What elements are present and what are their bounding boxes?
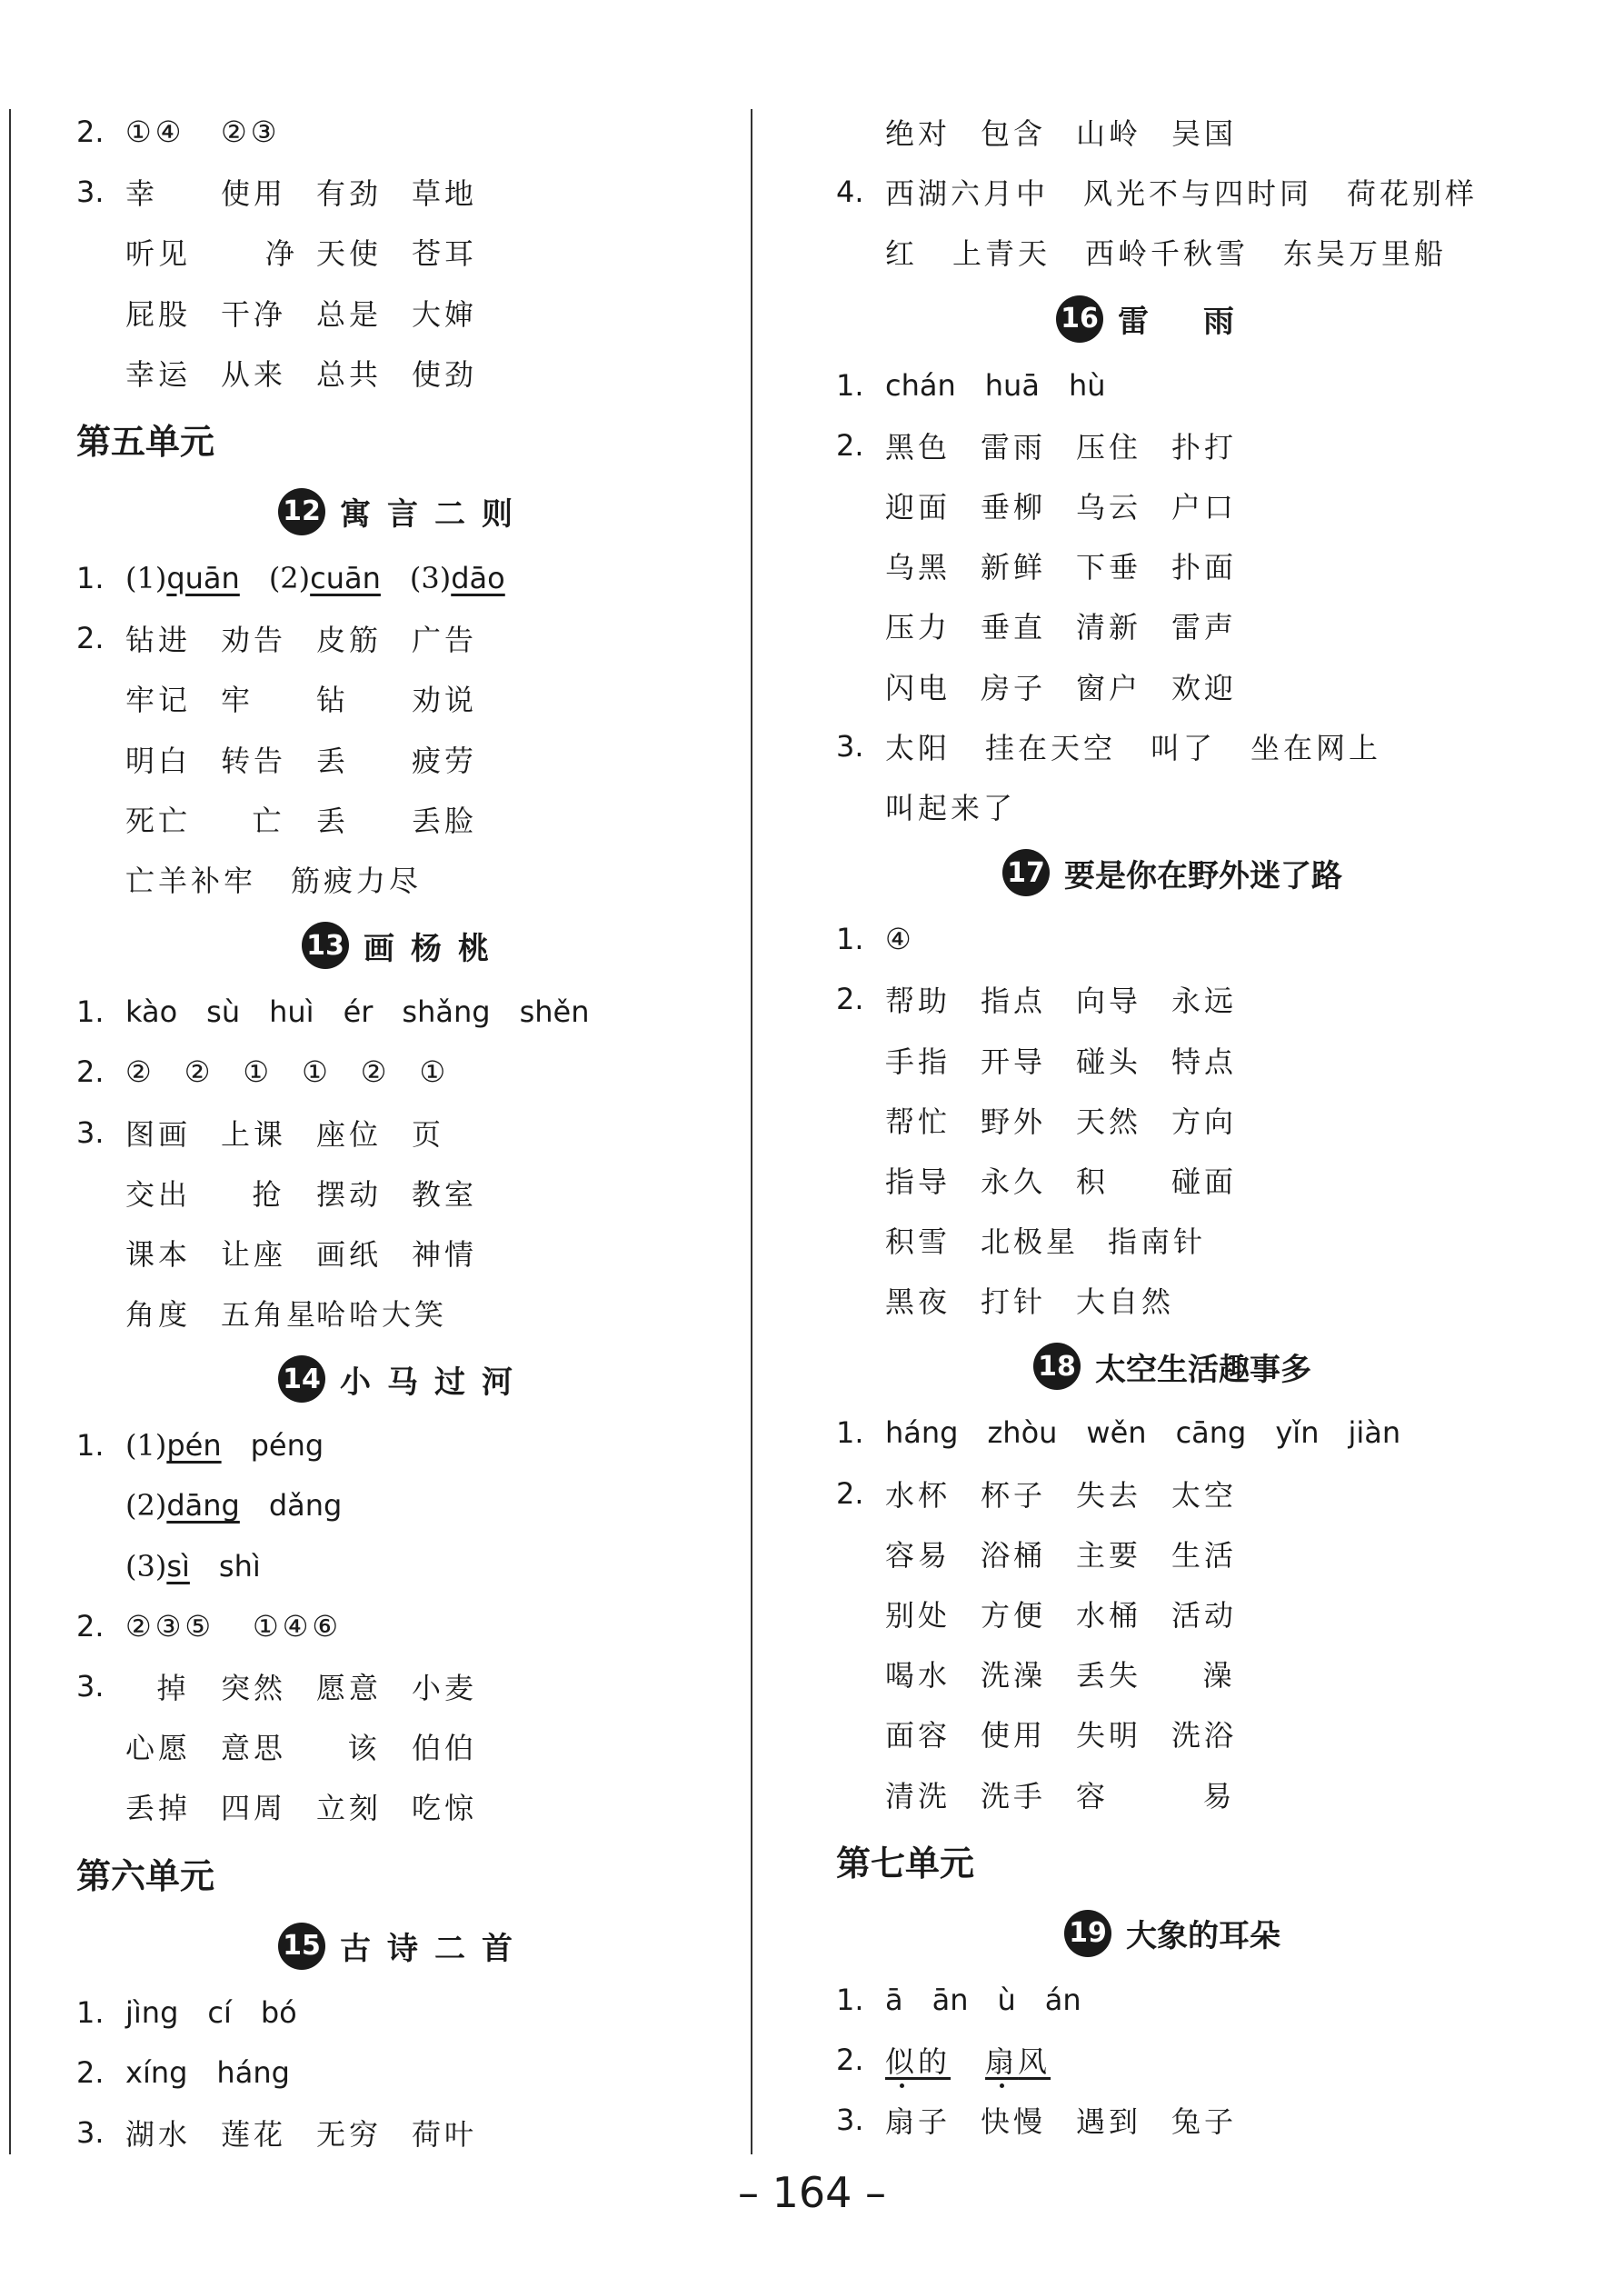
- answer-line: 清洗 洗手 容 易: [885, 1778, 1236, 1813]
- answer-line: 乌黑 新鲜 下垂 扑面: [885, 550, 1238, 585]
- answer-line: 压力 垂直 清新 雷声: [885, 610, 1238, 645]
- answer-line: 2. 帮助 指点 向导 永远: [836, 982, 1238, 1019]
- answer-line: 心愿 意思 该 伯伯: [125, 1731, 478, 1766]
- answer-line: 牢记 牢 钻 劝说: [125, 683, 478, 718]
- answer-line: 死亡 亡 丢 丢脸: [125, 803, 478, 838]
- page-number: – 164 –: [737, 2168, 887, 2217]
- lesson-heading: [836, 1330, 1509, 1403]
- answer-line: 屁股 干净 总是 大婶: [125, 296, 478, 332]
- answer-line: 积雪 北极星 指南针: [885, 1224, 1207, 1260]
- answer-line: 指导 永久 积 碰面: [885, 1164, 1238, 1199]
- lesson-heading: [76, 909, 731, 982]
- answer-line: 角度 五角星 哈哈大笑: [125, 1297, 448, 1333]
- answer-line: 1. chán huā hù: [836, 367, 1106, 403]
- answer-line: 2. ②③⑤ ①④⑥: [76, 1608, 343, 1644]
- answer-line: 闪电 房子 窗户 欢迎: [885, 670, 1238, 705]
- answer-line: 2. 黑色 雷雨 压住 扑打: [836, 427, 1238, 465]
- answer-line: 亡羊补牢 筋疲力尽: [125, 863, 423, 898]
- lesson-number-badge: 15: [278, 1923, 325, 1970]
- unit-heading: 第七单元: [836, 1843, 975, 1884]
- lesson-title: 画杨桃: [364, 930, 505, 967]
- lesson-number-badge: 14: [278, 1355, 325, 1403]
- answer-line: 叫起来了: [885, 790, 1017, 825]
- answer-line: 绝对 包含 山岭 吴国: [885, 116, 1238, 152]
- lesson-heading: [76, 475, 731, 548]
- answer-line: 3. 扇子 快慢 遇到 兔子: [836, 2103, 1238, 2140]
- answer-line: 面容 使用 失明 洗浴: [885, 1718, 1238, 1753]
- answer-line: 课本 让座 画纸 神情: [125, 1236, 478, 1272]
- answer-line: 2. 钻进 劝告 皮筋 广告: [76, 621, 478, 658]
- lesson-heading: [76, 1343, 731, 1415]
- answer-line: 1. kào sù huì ér shǎng shěn: [76, 994, 590, 1030]
- lesson-title: 太空生活趣事多: [1095, 1351, 1311, 1388]
- answer-line: 2. ①④ ②③: [76, 115, 281, 150]
- answer-line: 1. jìng cí bó: [76, 1994, 297, 2030]
- answer-line: 2. xíng háng: [76, 2054, 290, 2090]
- answer-line: 听见 净 天使 苍耳: [125, 236, 478, 272]
- lesson-title: 古诗二首: [340, 1931, 529, 1967]
- lesson-number-badge: 19: [1064, 1910, 1111, 1957]
- answer-line: 帮忙 野外 天然 方向: [885, 1104, 1238, 1139]
- answer-line: (2) dāng dǎng: [125, 1488, 343, 1524]
- answer-line: 黑夜 打针 大自然: [885, 1284, 1175, 1320]
- answer-line: 4. 西湖六月中 风光不与四时同 荷花别样: [836, 175, 1479, 212]
- answer-line: 别处 方便 水桶 活动: [885, 1598, 1238, 1634]
- answer-line: 1. háng zhòu wěn cāng yǐn jiàn: [836, 1415, 1401, 1451]
- answer-line: 丢掉 四周 立刻 吃惊: [125, 1791, 478, 1826]
- lesson-title: 小马过河: [340, 1364, 529, 1401]
- left-column: [76, 102, 731, 2163]
- answer-line: 红 上青天 西岭千秋雪 东吴万里船: [885, 236, 1448, 272]
- answer-line: 2. 似的 扇风: [836, 2042, 1051, 2079]
- answer-line: 容易 浴桶 主要 生活: [885, 1537, 1238, 1573]
- lesson-heading: [836, 283, 1509, 355]
- answer-line: 2. 水杯 杯子 失去 太空: [836, 1475, 1238, 1513]
- answer-line: (3) sì shì: [125, 1548, 261, 1584]
- lesson-heading: [836, 1897, 1509, 1970]
- answer-line: 1. (1) quān (2) cuān (3) dāo: [76, 561, 505, 596]
- answer-line: 幸运 从来 总共 使劲: [125, 356, 478, 392]
- answer-line: 1. ā ān ù án: [836, 1982, 1081, 2017]
- lesson-title: 雷雨: [1118, 304, 1289, 341]
- answer-line: 明白 转告 丢 疲劳: [125, 743, 478, 778]
- column-divider: [751, 109, 752, 2154]
- lesson-number-badge: 17: [1002, 849, 1050, 896]
- answer-line: 2. ② ② ① ① ② ①: [76, 1054, 446, 1090]
- left-margin-rule: [9, 109, 11, 2154]
- lesson-heading: [76, 1910, 731, 1983]
- answer-line: 3. 掉 突然 愿意 小麦: [76, 1669, 478, 1706]
- lesson-number-badge: 12: [278, 488, 325, 535]
- lesson-title: 大象的耳朵: [1126, 1918, 1280, 1955]
- unit-heading: 第五单元: [76, 422, 215, 463]
- answer-line: 3. 湖水 莲花 无穷 荷叶: [76, 2114, 478, 2152]
- answer-line: 3. 图画 上课 座位 页: [76, 1114, 445, 1152]
- unit-heading: 第六单元: [76, 1856, 215, 1896]
- lesson-number-badge: 16: [1056, 295, 1103, 343]
- answer-line: 3. 太阳 挂在天空 叫了 坐在网上: [836, 728, 1382, 765]
- lesson-title: 要是你在野外迷了路: [1064, 857, 1342, 894]
- lesson-heading: [836, 836, 1509, 909]
- answer-line: 3. 幸 使用 有劲 草地: [76, 175, 478, 212]
- lesson-number-badge: 13: [302, 922, 349, 969]
- lesson-title: 寓言二则: [340, 496, 529, 534]
- answer-line: 1. (1) pén péng: [76, 1428, 324, 1464]
- answer-line: 迎面 垂柳 乌云 户口: [885, 490, 1238, 525]
- lesson-number-badge: 18: [1033, 1343, 1081, 1390]
- answer-line: 1. ④: [836, 922, 912, 957]
- answer-line: 手指 开导 碰头 特点: [885, 1044, 1238, 1079]
- answer-line: 交出 抢 摆动 教室: [125, 1176, 478, 1212]
- right-column: [836, 102, 1509, 2150]
- answer-line: 喝水 洗澡 丢失 澡: [885, 1658, 1236, 1694]
